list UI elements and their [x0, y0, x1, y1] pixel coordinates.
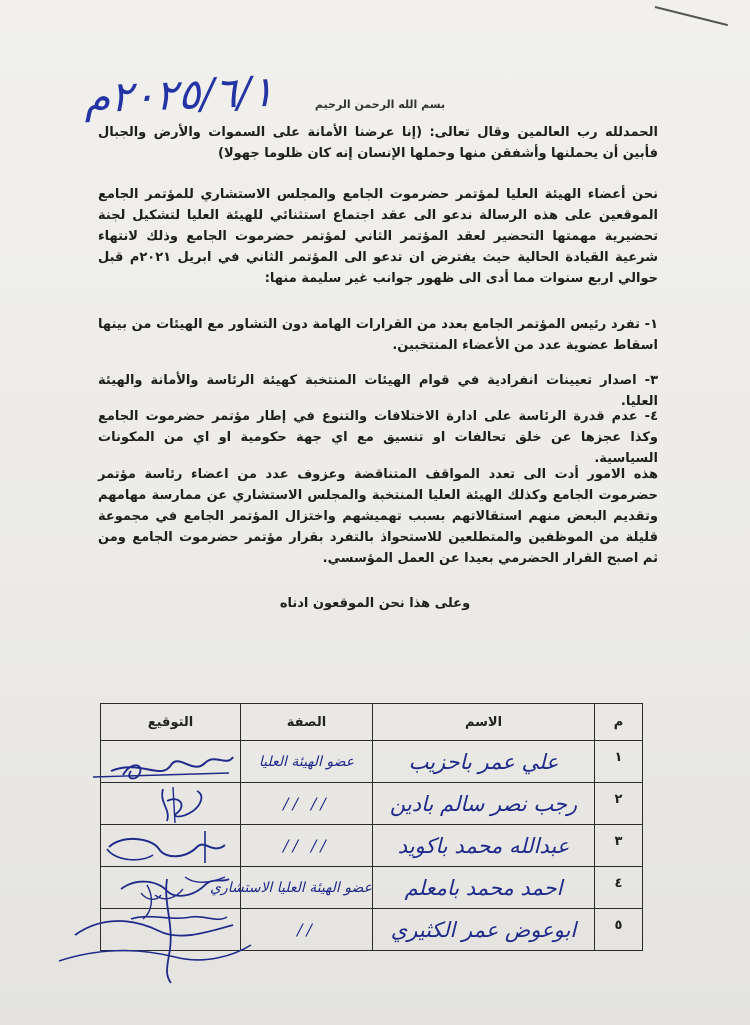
row-num: ٣ — [595, 825, 643, 867]
closing-line: وعلى هذا نحن الموقعون ادناه — [279, 596, 471, 611]
table-row — [101, 741, 643, 783]
handwritten-title: // // — [283, 836, 330, 855]
signature-mark — [101, 825, 241, 867]
handwritten-name: علي عمر باحزيب — [408, 749, 559, 774]
row-title — [241, 741, 373, 783]
row-title — [241, 909, 373, 951]
row-num: ٢ — [595, 783, 643, 825]
row-title — [210, 867, 373, 909]
row-signature — [101, 825, 241, 867]
handwritten-name: ابوعوض عمر الكثيري — [390, 917, 577, 942]
row-signature — [101, 741, 241, 783]
handwritten-title: عضو الهيئة العليا — [258, 753, 355, 770]
row-title — [241, 825, 373, 867]
row-num: ٥ — [595, 909, 643, 951]
basmala: بسم الله الرحمن الرحيم — [314, 98, 446, 111]
table-row — [101, 825, 643, 867]
row-name — [373, 783, 595, 825]
row-name — [373, 741, 595, 783]
row-name — [373, 825, 595, 867]
header-title: الصفة — [241, 704, 373, 741]
handwritten-name: رجب نصر سالم بادين — [389, 791, 578, 816]
paragraph-hamd: الحمدلله رب العالمين وقال تعالى: (إنا عرضنا الأمانة على السموات والأرض والجبال فأبين أن يحملنها وأشفقن منها وحملها الإنسان إنه كان ظلوما جهولا) — [98, 125, 658, 161]
paragraph-conclusion: هذه الامور أدت الى تعدد المواقف المتناقضة وعزوف عدد من اعضاء رئاسة مؤتمر حضرموت الجامع وكذلك الهيئة العليا المنتخبة والمجلس الاستشاري عن ممارسة مهامهم وتقديم البعض منهم استقالاتهم بسبب تهميشهم واختزال المؤتمر الجامع في مجموعة قليلة من الموظفين والمتطلعين للاستحواذ بالتفرد بقرار مؤتمر حضرموت الجامع ومن ثم اصبح القرار الحضرمي بعيدا عن العمل المؤسسي. — [98, 467, 658, 566]
signature-mark — [101, 741, 241, 783]
row-signature — [101, 783, 241, 825]
handwritten-name: احمد محمد بامعلم — [404, 875, 563, 900]
row-name — [373, 909, 595, 951]
signature-mark — [101, 783, 241, 825]
handwritten-name: عبدالله محمد باكويد — [397, 833, 570, 858]
row-title — [241, 783, 373, 825]
row-num: ١ — [595, 741, 643, 783]
header-signature: التوقيع — [101, 704, 241, 741]
row-name — [373, 867, 595, 909]
list-item-4: ٤- عدم قدرة الرئاسة على ادارة الاختلافات والتنوع في إطار مؤتمر حضرموت الجامع وكذا عجزها عن خلق تحالفات او تنسيق مع اي جهة حكومية او اي من المكونات السياسية. — [98, 409, 658, 466]
handwritten-date: ٢٠٢٥/٦/١م — [83, 66, 275, 123]
paragraph-intro: نحن أعضاء الهيئة العليا لمؤتمر حضرموت الجامع والمجلس الاستشاري للمؤتمر الجامع الموقعين على هذه الرسالة ندعو الى عقد اجتماع استثنائي للهيئة العليا لتشكيل لجنة تحضيرية مهمتها التحضير لعقد المؤتمر الثاني لمؤتمر حضرموت الجامع وذلك لانتهاء شرعية القيادة الحالية حيث يفترض ان تدعو الى المؤتمر الثاني في ابريل ٢٠٢١م قبل حوالي اربع سنوات مما أدى الى ظهور جوانب غير سليمة منها: — [98, 187, 658, 286]
table-row — [101, 783, 643, 825]
header-name: الاسم — [373, 704, 595, 741]
pen-mark — [655, 6, 728, 26]
handwritten-title: عضو الهيئة العليا الاستشاري — [210, 879, 372, 896]
list-item-1: ١- تفرد رئيس المؤتمر الجامع بعدد من القرارات الهامة دون التشاور مع الهيئات من بينها اسقاط عضوية عدد من الأعضاء المنتخبين. — [98, 317, 658, 353]
signature-scrawl — [55, 875, 255, 985]
handwritten-title: // — [297, 920, 316, 939]
handwritten-title: // // — [283, 794, 330, 813]
row-num: ٤ — [595, 867, 643, 909]
header-num: م — [595, 704, 643, 741]
table-header-row — [101, 704, 643, 741]
list-item-3: ٣- اصدار تعيينات انفرادية في قوام الهيئات المنتخبة كهيئة الرئاسة والأمانة والهيئة العليا. — [98, 373, 658, 409]
